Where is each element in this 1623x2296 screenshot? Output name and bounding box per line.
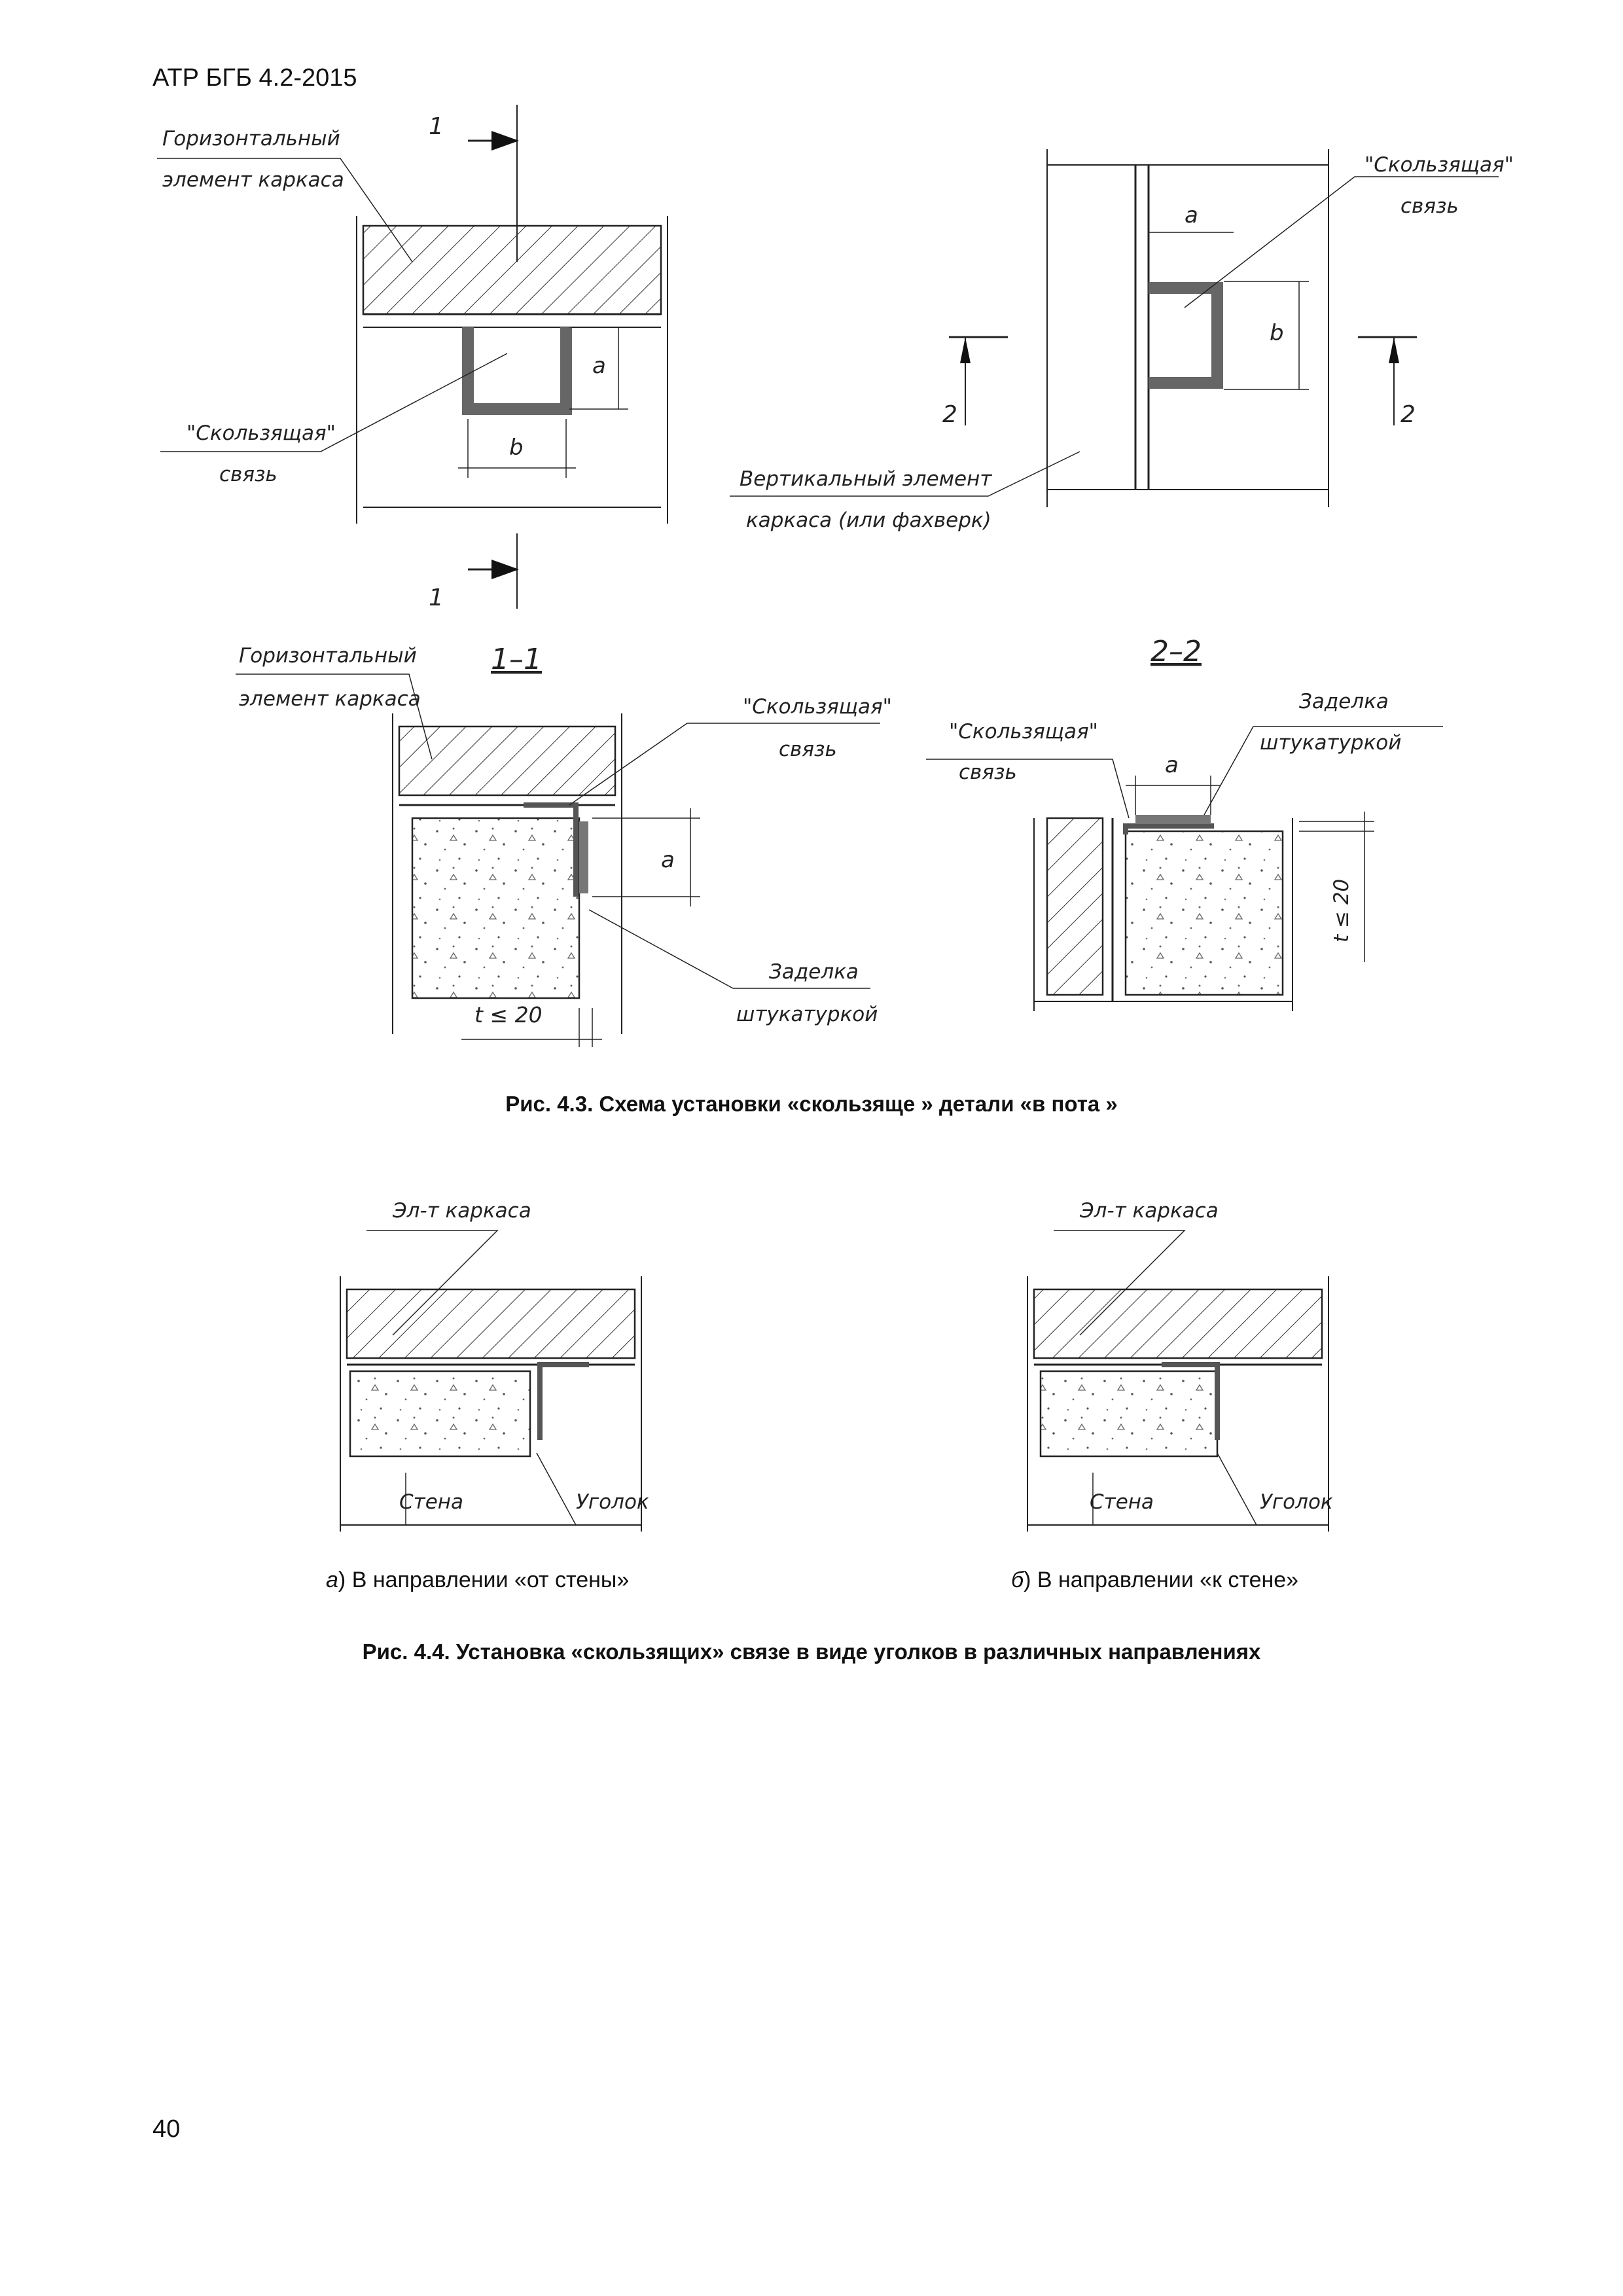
dim-a-section-1: a (661, 847, 675, 873)
label-section2-link-2: связь (959, 761, 1017, 784)
variant-a-letter: а (326, 1568, 338, 1592)
document-code: АТР БГБ 4.2-2015 (152, 64, 357, 92)
section-title-1: 1–1 (491, 643, 542, 676)
plan-horizontal (157, 105, 668, 611)
page-number: 40 (152, 2115, 181, 2143)
plan-vertical (730, 149, 1514, 532)
label-section1-plaster-2: штукатуркой (736, 1003, 878, 1026)
label-section1-plaster: Заделка (769, 960, 859, 984)
variant-b-text: ) В направлении «к стене» (1024, 1568, 1299, 1592)
dim-t-section-2: t ≤ 20 (1330, 878, 1353, 942)
label-b-wall: Стена (1090, 1490, 1154, 1514)
section-1-1 (236, 643, 892, 1047)
label-b-angle: Уголок (1260, 1490, 1333, 1514)
label-section2-plaster: Заделка (1299, 690, 1389, 713)
dim-a-section-2: a (1165, 752, 1179, 778)
label-sliding-link-2b: связь (1400, 194, 1459, 218)
variant-b-letter: б (1011, 1568, 1024, 1592)
variant-a-caption (326, 1568, 629, 1593)
label-a-frame: Эл-т каркаса (393, 1199, 531, 1223)
variant-a-text: ) В направлении «от стены» (338, 1568, 630, 1592)
section-mark-1-bottom: 1 (429, 584, 444, 611)
label-sliding-link-1: "Скользящая" (187, 422, 336, 445)
dim-a-plan-1: a (592, 353, 606, 379)
section-mark-2-left: 2 (942, 401, 957, 428)
label-sliding-link-1b: связь (219, 463, 277, 486)
label-horizontal-frame: Горизонтальный (162, 127, 340, 151)
dim-b-plan-2: b (1270, 320, 1284, 346)
dim-t-section-1: t ≤ 20 (474, 1002, 543, 1028)
label-section2-plaster-2: штукатуркой (1260, 731, 1402, 755)
figure-4-4-caption: Рис. 4.4. Установка «скользящих» связе в виде уголков в различных направлениях (362, 1640, 1261, 1664)
variant-b-drawing (1027, 1199, 1333, 1532)
label-sliding-link-2: "Скользящая" (1364, 153, 1514, 177)
variant-b-caption (1011, 1568, 1298, 1593)
section-2-2 (926, 635, 1443, 1011)
variant-a-drawing (340, 1199, 649, 1532)
label-vertical-frame: Вертикальный элемент (740, 467, 992, 491)
label-section1-frame-2: элемент каркаса (239, 687, 421, 711)
label-horizontal-frame-2: элемент каркаса (162, 168, 344, 192)
dim-a-plan-2: a (1185, 202, 1198, 228)
dim-b-plan-1: b (509, 435, 524, 461)
section-mark-2-right: 2 (1400, 401, 1416, 428)
label-vertical-frame-2: каркаса (или фахверк) (746, 509, 991, 532)
section-title-2: 2–2 (1150, 635, 1202, 668)
label-a-angle: Уголок (576, 1490, 649, 1514)
label-b-frame: Эл-т каркаса (1080, 1199, 1219, 1223)
label-a-wall: Стена (399, 1490, 464, 1514)
section-mark-1-top: 1 (429, 113, 444, 140)
label-section2-link: "Скользящая" (949, 720, 1098, 744)
label-section1-link-2: связь (779, 738, 837, 761)
figure-4-3-caption: Рис. 4.3. Схема установки «скользяще » детали «в пота » (505, 1092, 1118, 1116)
label-section1-link: "Скользящая" (743, 695, 892, 719)
label-section1-frame: Горизонтальный (239, 644, 417, 668)
